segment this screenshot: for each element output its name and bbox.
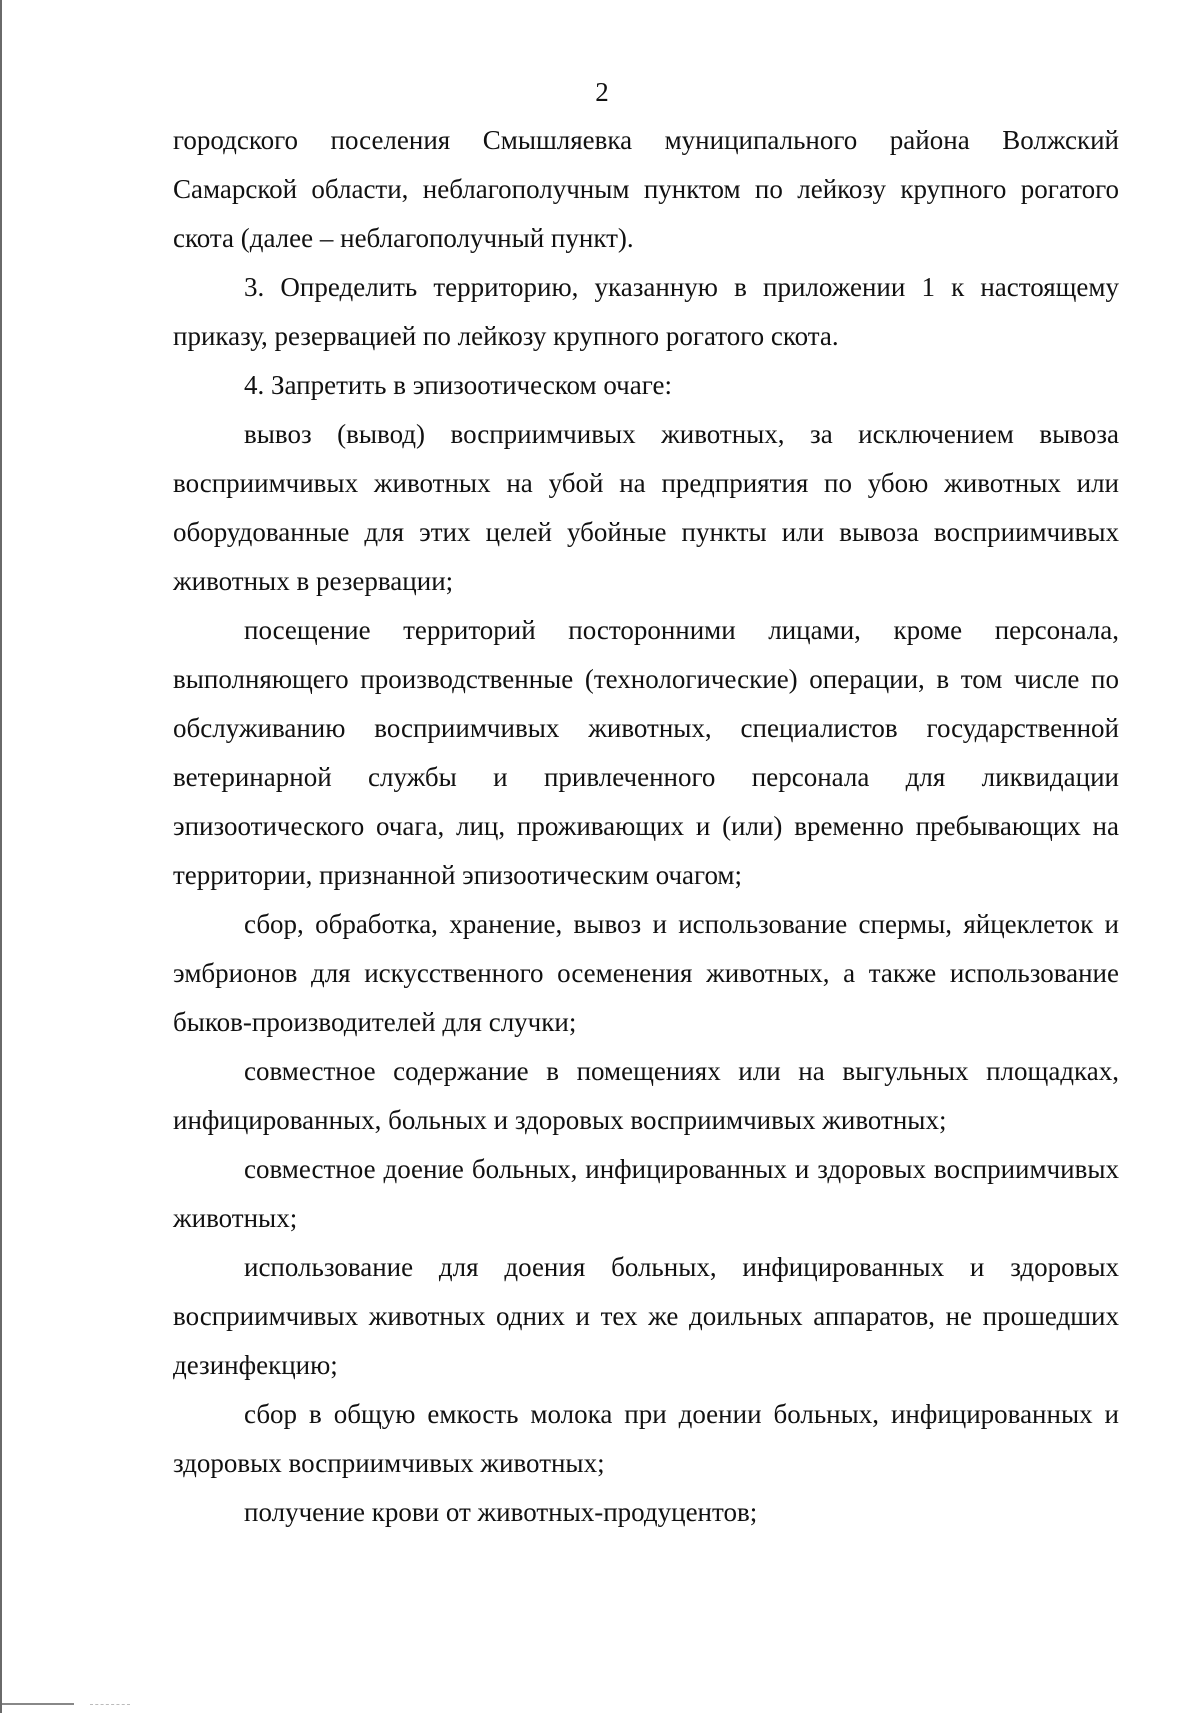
paragraph-prohibition-blood: получение крови от животных-продуцентов; [244,1497,758,1527]
paragraph-prohibition-visits: посещение территорий посторонними лицами, кроме персонала, выполняющего производственные (технологические) операции, в том числе по обслуживанию восприимчивых животных, специалистов государственной ветеринарной службы и привлеченного персонала для ликвидации эпизоотического очага, лиц, проживающих и (или) временно пребывающих на территории, признанной эпизоотическим очагом; [173,615,1119,890]
paragraph-prohibition-joint-milking: совместное доение больных, инфицированных и здоровых восприимчивых животных; [173,1154,1119,1233]
paragraph-continuation: городского поселения Смышляевка муниципального района Волжский Самарской области, неблагополучным пунктом по лейкозу крупного рогатого скота (далее – неблагополучный пункт). [173,125,1119,253]
paragraph-prohibition-milking-apparatus: использование для доения больных, инфицированных и здоровых восприимчивых животных одних и тех же доильных аппаратов, не прошедших дезинфекцию; [173,1252,1119,1380]
document-body [173,116,1119,1537]
page-number: 2 [595,77,609,107]
paragraph-prohibition-milk-collection: сбор в общую емкость молока при доении больных, инфицированных и здоровых восприимчивых животных; [173,1399,1119,1478]
paragraph-prohibition-semen: сбор, обработка, хранение, вывоз и использование спермы, яйцеклеток и эмбрионов для искусственного осеменения животных, а также использование быков-производителей для случки; [173,909,1119,1037]
paragraph-prohibition-removal: вывоз (вывод) восприимчивых животных, за исключением вывоза восприимчивых животных на убой на предприятия по убою животных или оборудованные для этих целей убойные пункты или вывоза восприимчивых животных в резервации; [173,419,1119,596]
scan-edge-line [2,1703,74,1705]
paragraph-prohibition-joint-keeping: совместное содержание в помещениях или на выгульных площадках, инфицированных, больных и здоровых восприимчивых животных; [173,1056,1119,1135]
paragraph-item-3: 3. Определить территорию, указанную в приложении 1 к настоящему приказу, резервацией по лейкозу крупного рогатого скота. [173,272,1119,351]
paragraph-item-4: 4. Запретить в эпизоотическом очаге: [244,370,672,400]
scan-edge-dashes [90,1704,130,1705]
